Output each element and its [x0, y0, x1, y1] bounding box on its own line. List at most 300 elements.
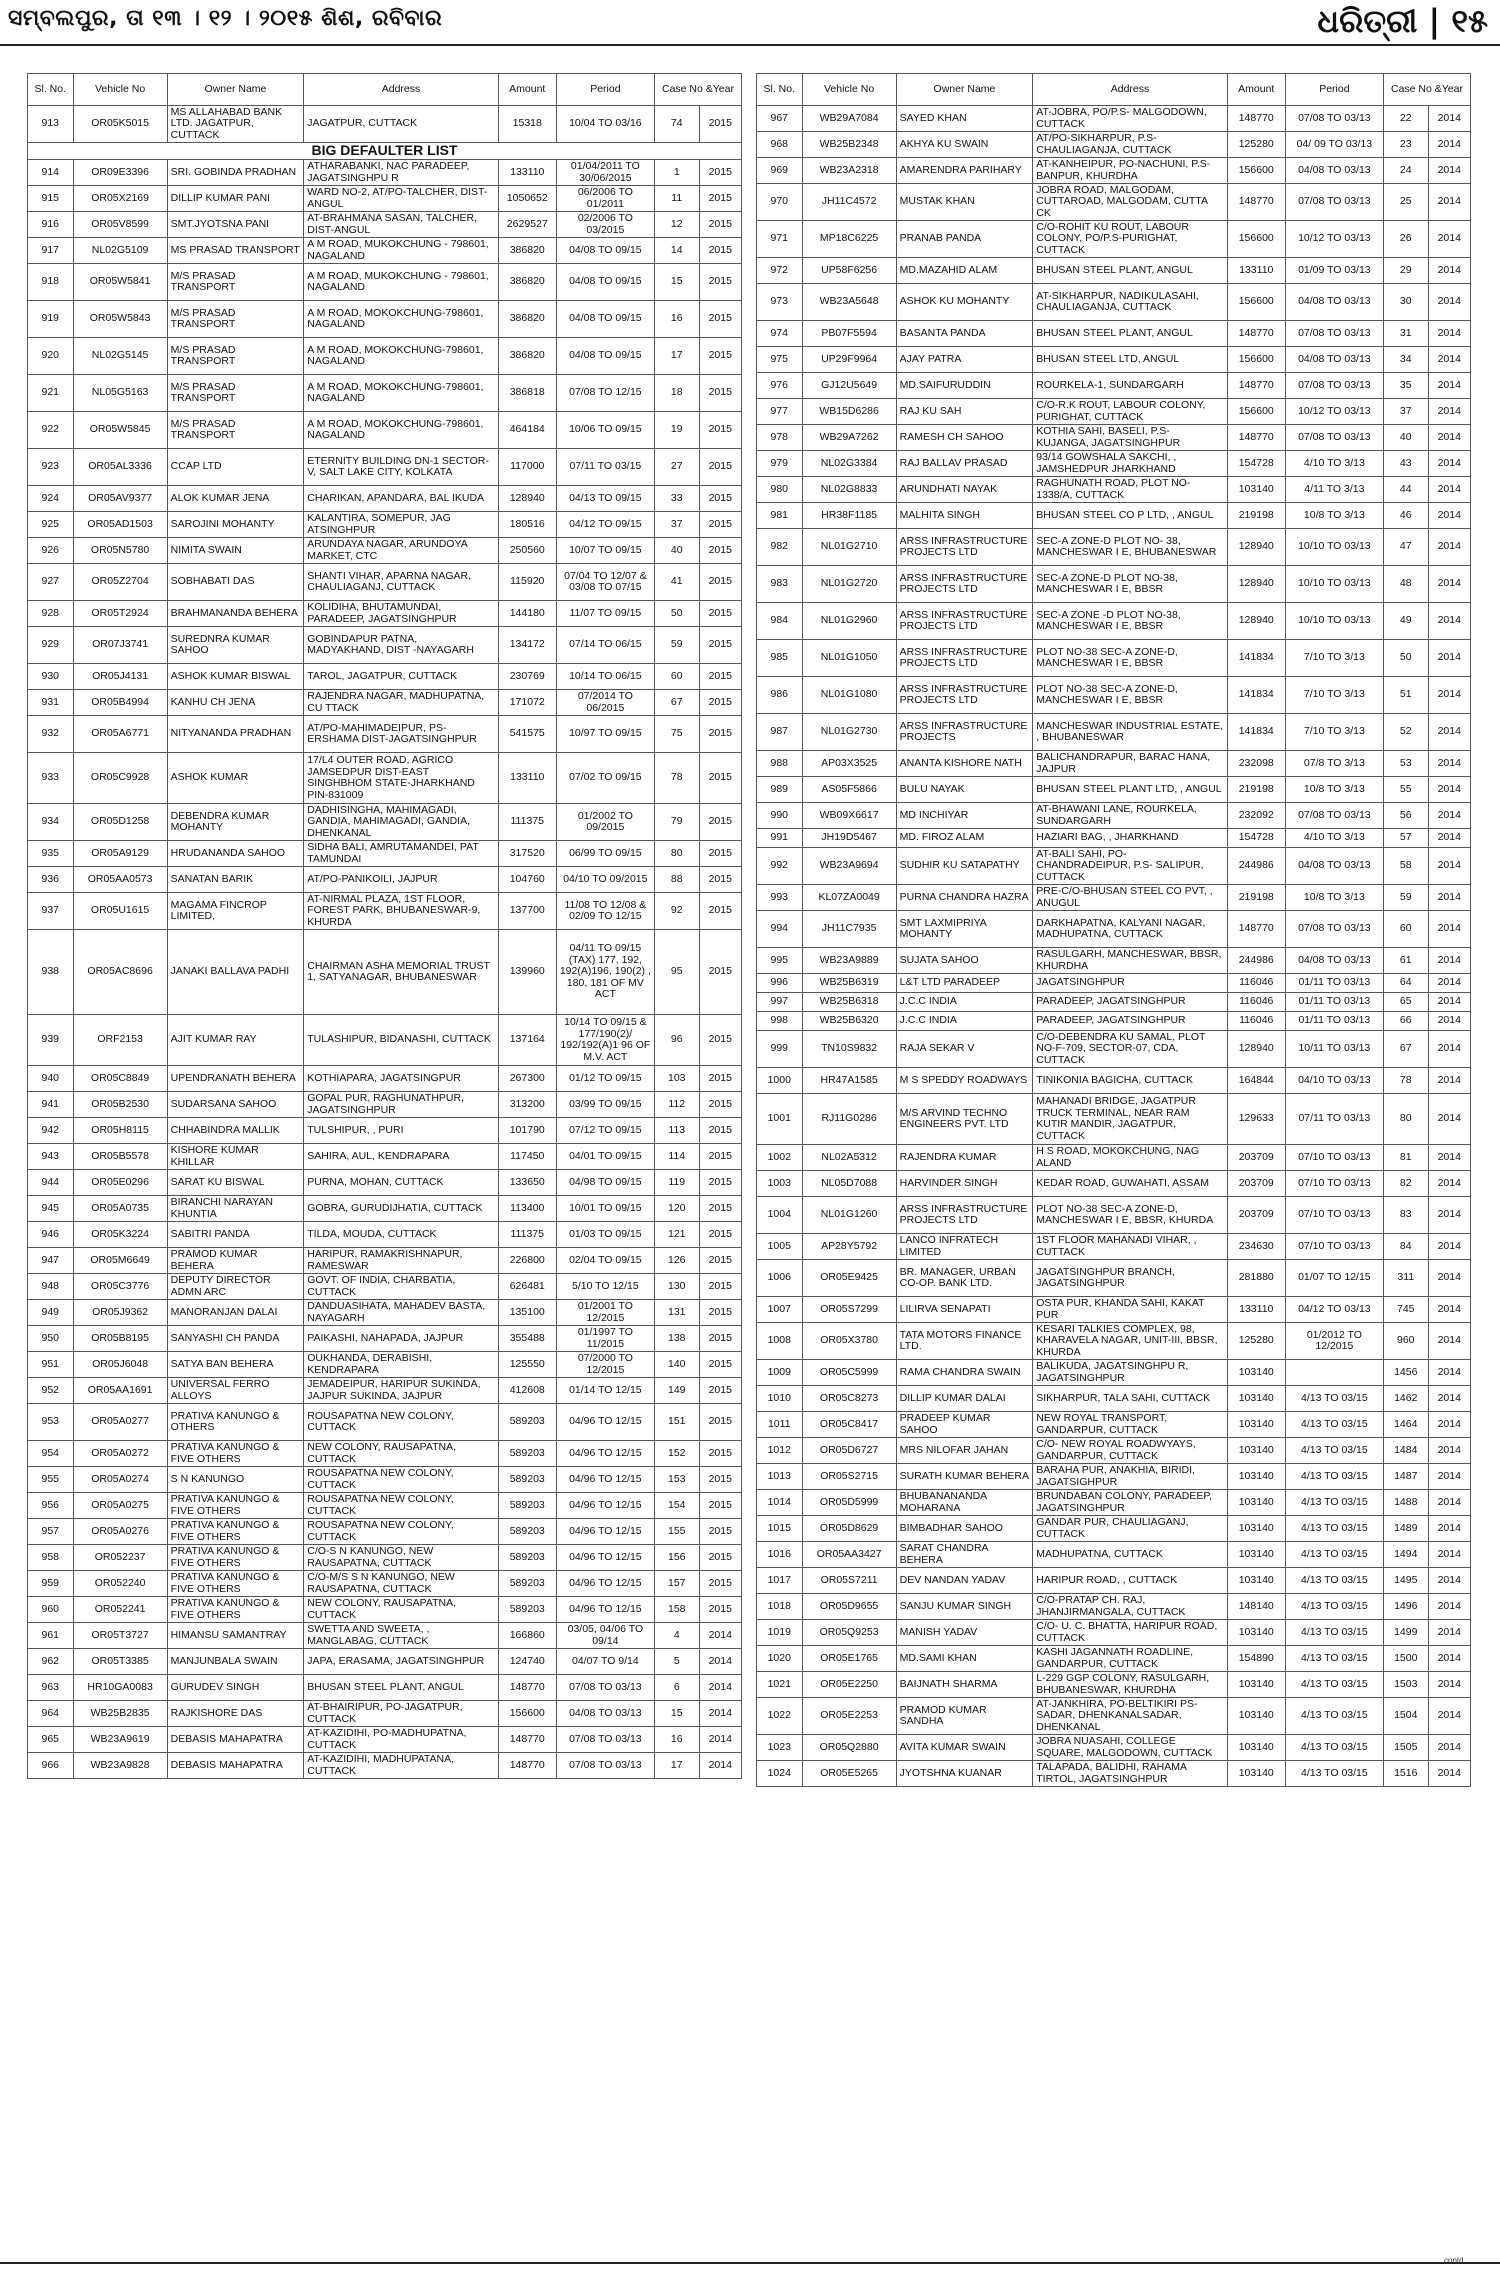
table-row	[28, 1326, 742, 1352]
sl-no: 981	[757, 503, 803, 529]
case-year: 2014	[1428, 1438, 1471, 1464]
owner-name: MRS NILOFAR JAHAN	[896, 1438, 1033, 1464]
case-no: 1500	[1384, 1646, 1428, 1672]
case-no: 17	[655, 338, 699, 375]
table-row	[757, 948, 1471, 974]
amount: 386820	[498, 301, 556, 338]
address: A M ROAD, MUKOKCHUNG - 798601, NAGALAND	[304, 264, 499, 301]
amount: 156600	[1227, 158, 1285, 184]
sl-no: 1014	[757, 1490, 803, 1516]
vehicle-no: HR10GA0083	[73, 1675, 167, 1701]
amount: 148770	[1227, 373, 1285, 399]
table-row	[757, 803, 1471, 829]
amount: 203709	[1227, 1145, 1285, 1171]
amount: 148770	[1227, 106, 1285, 132]
address: AT-SIKHARPUR, NADIKULASAHI, CHAULIAGANJA, CUTTACK	[1033, 284, 1228, 321]
case-year: 2014	[1428, 1646, 1471, 1672]
amount: 317520	[498, 841, 556, 867]
owner-name: RAJ KU SAH	[896, 399, 1033, 425]
amount: 244986	[1227, 848, 1285, 885]
amount: 156600	[1227, 347, 1285, 373]
case-no: 43	[1384, 451, 1428, 477]
address: JAGATSINGHPUR BRANCH, JAGATSINGHPUR	[1033, 1260, 1228, 1297]
period: 04/96 TO 12/15	[556, 1441, 654, 1467]
sl-no: 958	[28, 1545, 74, 1571]
header-case: Case No &Year	[1384, 74, 1471, 106]
amount: 154890	[1227, 1646, 1285, 1672]
address: TULSHIPUR, , PURI	[304, 1118, 499, 1144]
sl-no: 968	[757, 132, 803, 158]
masthead	[0, 0, 1500, 46]
owner-name: DEV NANDAN YADAV	[896, 1568, 1033, 1594]
vehicle-no: OR05C5999	[802, 1360, 896, 1386]
vehicle-no: OR05J9362	[73, 1300, 167, 1326]
sl-no: 932	[28, 716, 74, 753]
case-no: 120	[655, 1196, 699, 1222]
period: 04/08 TO 03/13	[1285, 848, 1383, 885]
case-year: 2014	[1428, 640, 1471, 677]
owner-name: LILIRVA SENAPATI	[896, 1297, 1033, 1323]
address: PARADEEP, JAGATSINGHPUR	[1033, 1012, 1228, 1031]
owner-name: ASHOK KUMAR	[167, 753, 304, 804]
vehicle-no: WB29A7262	[802, 425, 896, 451]
address: SEC-A ZONE -D PLOT NO-38, MANCHESWAR I E, BBSR	[1033, 603, 1228, 640]
case-year: 2015	[699, 375, 742, 412]
amount: 148770	[498, 1753, 556, 1779]
vehicle-no: OR05S7211	[802, 1568, 896, 1594]
address: 1ST FLOOR MAHANADI VIHAR, , CUTTACK	[1033, 1234, 1228, 1260]
sl-no: 1009	[757, 1360, 803, 1386]
period: 06/2006 TO 01/2011	[556, 186, 654, 212]
header-address: Address	[1033, 74, 1228, 106]
period: 4/13 TO 03/15	[1285, 1620, 1383, 1646]
table-row	[757, 347, 1471, 373]
amount: 133110	[498, 160, 556, 186]
amount: 156600	[1227, 399, 1285, 425]
table-row	[757, 751, 1471, 777]
sl-no: 920	[28, 338, 74, 375]
sl-no: 943	[28, 1144, 74, 1170]
sl-no: 977	[757, 399, 803, 425]
owner-name: ASHOK KU MOHANTY	[896, 284, 1033, 321]
table-row	[28, 1118, 742, 1144]
address: KASHI JAGANNATH ROADLINE, GANDARPUR, CUTTACK	[1033, 1646, 1228, 1672]
vehicle-no: WB23A9619	[73, 1727, 167, 1753]
continued-note: contd	[1444, 2256, 1464, 2265]
period: 04/96 TO 12/15	[556, 1467, 654, 1493]
owner-name: SATYA BAN BEHERA	[167, 1352, 304, 1378]
address: SEC-A ZONE-D PLOT NO- 38, MANCHESWAR I E, BHUBANESWAR	[1033, 529, 1228, 566]
owner-name: CHHABINDRA MALLIK	[167, 1118, 304, 1144]
period: 4/10 TO 3/13	[1285, 829, 1383, 848]
table-row	[757, 603, 1471, 640]
table-row	[28, 1378, 742, 1404]
address: GANDAR PUR, CHAULIAGANJ, CUTTACK	[1033, 1516, 1228, 1542]
address: MANCHESWAR INDUSTRIAL ESTATE, , BHUBANESWAR	[1033, 714, 1228, 751]
amount: 103140	[1227, 1464, 1285, 1490]
vehicle-no: OR09E3396	[73, 160, 167, 186]
vehicle-no: OR05J6048	[73, 1352, 167, 1378]
amount: 1050652	[498, 186, 556, 212]
table-row	[28, 412, 742, 449]
case-year: 2014	[1428, 911, 1471, 948]
address: A M ROAD, MUKOKCHUNG - 798601, NAGALAND	[304, 238, 499, 264]
address: AT-KAZIDIHI, MADHUPATANA, CUTTACK	[304, 1753, 499, 1779]
case-year: 2014	[1428, 1672, 1471, 1698]
case-no: 4	[655, 1623, 699, 1649]
case-no: 58	[1384, 848, 1428, 885]
period: 07/08 TO 03/13	[1285, 911, 1383, 948]
case-no: 15	[655, 1701, 699, 1727]
owner-name: MD.SAMI KHAN	[896, 1646, 1033, 1672]
amount: 386820	[498, 264, 556, 301]
owner-name: MAGAMA FINCROP LIMITED,	[167, 893, 304, 930]
table-row	[757, 1735, 1471, 1761]
address: PRE-C/O-BHUSAN STEEL CO PVT, , ANUGUL	[1033, 885, 1228, 911]
period: 4/13 TO 03/15	[1285, 1646, 1383, 1672]
case-year: 2014	[699, 1623, 742, 1649]
table-row	[757, 503, 1471, 529]
table-row	[28, 1701, 742, 1727]
case-year: 2015	[699, 1144, 742, 1170]
period: 07/08 TO 03/13	[1285, 321, 1383, 347]
address: ARUNDAYA NAGAR, ARUNDOYA MARKET, CTC	[304, 538, 499, 564]
sl-no: 921	[28, 375, 74, 412]
vehicle-no: OR05B8195	[73, 1326, 167, 1352]
vehicle-no: OR05B5578	[73, 1144, 167, 1170]
owner-name: SMT LAXMIPRIYA MOHANTY	[896, 911, 1033, 948]
period: 07/08 TO 03/13	[1285, 106, 1383, 132]
header-period: Period	[1285, 74, 1383, 106]
period: 01/2012 TO 12/2015	[1285, 1323, 1383, 1360]
table-row	[28, 867, 742, 893]
case-year: 2014	[1428, 284, 1471, 321]
period: 07/14 TO 06/15	[556, 627, 654, 664]
owner-name: SUDHIR KU SATAPATHY	[896, 848, 1033, 885]
owner-name: JANAKI BALLAVA PADHI	[167, 930, 304, 1015]
header-address: Address	[304, 74, 499, 106]
case-no: 1496	[1384, 1594, 1428, 1620]
case-no: 37	[655, 512, 699, 538]
period: 04/96 TO 12/15	[556, 1519, 654, 1545]
address: NEW ROYAL TRANSPORT, GANDARPUR, CUTTACK	[1033, 1412, 1228, 1438]
case-no: 1462	[1384, 1386, 1428, 1412]
amount: 139960	[498, 930, 556, 1015]
period: 10/04 TO 03/16	[556, 106, 654, 143]
vehicle-no: NL02G5145	[73, 338, 167, 375]
case-year: 2015	[699, 1545, 742, 1571]
case-year: 2015	[699, 1378, 742, 1404]
case-year: 2014	[699, 1649, 742, 1675]
vehicle-no: OR05AC8696	[73, 930, 167, 1015]
owner-name: AKHYA KU SWAIN	[896, 132, 1033, 158]
amount: 244986	[1227, 948, 1285, 974]
owner-name: BHUBANANANDA MOHARANA	[896, 1490, 1033, 1516]
amount: 115920	[498, 564, 556, 601]
case-year: 2015	[699, 1326, 742, 1352]
period: 4/13 TO 03/15	[1285, 1464, 1383, 1490]
address: GOBINDAPUR PATNA, MADYAKHAND, DIST -NAYAGARH	[304, 627, 499, 664]
address: AT-BHAIRIPUR, PO-JAGATPUR, CUTTACK	[304, 1701, 499, 1727]
vehicle-no: OR05A0272	[73, 1441, 167, 1467]
sl-no: 1010	[757, 1386, 803, 1412]
dateline: ସମ୍ବଲପୁର, ତା ୧୩ । ୧୨ । ୨୦୧୫ ଶିଶ, ରବିବାର	[8, 6, 443, 31]
case-no: 64	[1384, 974, 1428, 993]
owner-name: KANHU CH JENA	[167, 690, 304, 716]
owner-name: PRATIVA KANUNGO & FIVE OTHERS	[167, 1545, 304, 1571]
period: 03/05, 04/06 TO 09/14	[556, 1623, 654, 1649]
case-no: 33	[655, 486, 699, 512]
case-year: 2014	[1428, 777, 1471, 803]
owner-name: PRATIVA KANUNGO & FIVE OTHERS	[167, 1441, 304, 1467]
address: AT-BHAWANI LANE, ROURKELA, SUNDARGARH	[1033, 803, 1228, 829]
case-no: 59	[1384, 885, 1428, 911]
header-amount: Amount	[1227, 74, 1285, 106]
owner-name: BR. MANAGER, URBAN CO-OP. BANK LTD.	[896, 1260, 1033, 1297]
sl-no: 998	[757, 1012, 803, 1031]
sl-no: 934	[28, 804, 74, 841]
case-year: 2014	[1428, 1323, 1471, 1360]
case-no: 17	[655, 1753, 699, 1779]
case-year: 2015	[699, 301, 742, 338]
table-row	[757, 1360, 1471, 1386]
amount: 103140	[1227, 1386, 1285, 1412]
table-row	[28, 664, 742, 690]
table-row	[757, 1516, 1471, 1542]
table-row	[757, 993, 1471, 1012]
case-year: 2014	[1428, 1171, 1471, 1197]
period: 04/96 TO 12/15	[556, 1493, 654, 1519]
amount: 133650	[498, 1170, 556, 1196]
table-row	[757, 1260, 1471, 1297]
case-no: 1516	[1384, 1761, 1428, 1787]
table-row	[757, 1386, 1471, 1412]
address: BHUSAN STEEL PLANT, ANGUL	[1033, 258, 1228, 284]
period: 01/03 TO 09/15	[556, 1222, 654, 1248]
amount: 128940	[1227, 566, 1285, 603]
case-no: 65	[1384, 993, 1428, 1012]
period: 04/96 TO 12/15	[556, 1571, 654, 1597]
table-row	[757, 1698, 1471, 1735]
case-no: 156	[655, 1545, 699, 1571]
period: 07/10 TO 03/13	[1285, 1145, 1383, 1171]
owner-name: BULU NAYAK	[896, 777, 1033, 803]
address: BHUSAN STEEL CO P LTD, , ANGUL	[1033, 503, 1228, 529]
period: 01/2001 TO 12/2015	[556, 1300, 654, 1326]
vehicle-no: HR38F1185	[802, 503, 896, 529]
header-vehicle: Vehicle No	[802, 74, 896, 106]
period: 07/08 TO 03/13	[1285, 373, 1383, 399]
sl-no: 976	[757, 373, 803, 399]
case-no: 40	[1384, 425, 1428, 451]
address: AT/PO-MAHIMADEIPUR, PS-ERSHAMA DIST-JAGATSINGHPUR	[304, 716, 499, 753]
case-year: 2015	[699, 893, 742, 930]
vehicle-no: OR05D8629	[802, 1516, 896, 1542]
table-row	[757, 1323, 1471, 1360]
amount: 129633	[1227, 1094, 1285, 1145]
table-row	[757, 1761, 1471, 1787]
address: CHAIRMAN ASHA MEMORIAL TRUST 1, SATYANAGAR, BHUBANESWAR	[304, 930, 499, 1015]
case-year: 2014	[1428, 477, 1471, 503]
sl-no: 939	[28, 1015, 74, 1066]
case-year: 2015	[699, 1441, 742, 1467]
owner-name: PRADEEP KUMAR SAHOO	[896, 1412, 1033, 1438]
period: 04/11 TO 09/15 (TAX) 177, 192, 192(A)196, 190(2) , 180, 181 OF MV ACT	[556, 930, 654, 1015]
defaulter-table-left	[27, 73, 742, 1779]
case-year: 2014	[1428, 677, 1471, 714]
vehicle-no: OR05AV9377	[73, 486, 167, 512]
sl-no: 992	[757, 848, 803, 885]
sl-no: 944	[28, 1170, 74, 1196]
table-row	[28, 1545, 742, 1571]
sl-no: 917	[28, 238, 74, 264]
owner-name: SUREDNRA KUMAR SAHOO	[167, 627, 304, 664]
owner-name: HARVINDER SINGH	[896, 1171, 1033, 1197]
address: C/O-M/S S N KANUNGO, NEW RAUSAPATNA, CUTTACK	[304, 1571, 499, 1597]
period: 4/13 TO 03/15	[1285, 1735, 1383, 1761]
case-year: 2014	[1428, 1464, 1471, 1490]
period: 03/99 TO 09/15	[556, 1092, 654, 1118]
case-no: 140	[655, 1352, 699, 1378]
vehicle-no: OR05A0275	[73, 1493, 167, 1519]
case-no: 80	[1384, 1094, 1428, 1145]
amount: 103140	[1227, 1761, 1285, 1787]
owner-name: MANORANJAN DALAI	[167, 1300, 304, 1326]
case-year: 2014	[1428, 714, 1471, 751]
case-no: 51	[1384, 677, 1428, 714]
period: 4/13 TO 03/15	[1285, 1761, 1383, 1787]
owner-name: ARSS INFRASTRUCTURE PROJECTS LTD	[896, 603, 1033, 640]
case-year: 2015	[699, 486, 742, 512]
address: SHANTI VIHAR, APARNA NAGAR, CHAULIAGANJ, CUTTACK	[304, 564, 499, 601]
address: C/O-ROHIT KU ROUT, LABOUR COLONY, PO/P.S-PURIGHAT, CUTTACK	[1033, 221, 1228, 258]
case-year: 2014	[1428, 529, 1471, 566]
vehicle-no: NL02G3384	[802, 451, 896, 477]
amount: 103140	[1227, 1735, 1285, 1761]
sl-no: 1001	[757, 1094, 803, 1145]
address: C/O-S N KANUNGO, NEW RAUSAPATNA, CUTTACK	[304, 1545, 499, 1571]
case-no: 1495	[1384, 1568, 1428, 1594]
period: 01/04/2011 TO 30/06/2015	[556, 160, 654, 186]
period: 04/98 TO 09/15	[556, 1170, 654, 1196]
case-no: 154	[655, 1493, 699, 1519]
period: 10/06 TO 09/15	[556, 412, 654, 449]
sl-no: 979	[757, 451, 803, 477]
case-no: 74	[655, 106, 699, 143]
case-year: 2015	[699, 867, 742, 893]
case-year: 2014	[699, 1753, 742, 1779]
case-year: 2014	[1428, 1197, 1471, 1234]
table-row	[28, 893, 742, 930]
period: 07/04 TO 12/07 & 03/08 TO 07/15	[556, 564, 654, 601]
owner-name: RAMESH CH SAHOO	[896, 425, 1033, 451]
period: 04/10 TO 09/2015	[556, 867, 654, 893]
address: KESARI TALKIES COMPLEX, 98, KHARAVELA NAGAR, UNIT-III, BBSR, KHURDA	[1033, 1323, 1228, 1360]
owner-name: SUJATA SAHOO	[896, 948, 1033, 974]
sl-no: 952	[28, 1378, 74, 1404]
case-no: 112	[655, 1092, 699, 1118]
owner-name: SABITRI PANDA	[167, 1222, 304, 1248]
vehicle-no: OR05Q9253	[802, 1620, 896, 1646]
case-no: 96	[655, 1015, 699, 1066]
header-vehicle: Vehicle No	[73, 74, 167, 106]
case-year: 2015	[699, 449, 742, 486]
sl-no: 967	[757, 106, 803, 132]
period: 7/10 TO 3/13	[1285, 677, 1383, 714]
owner-name: J.C.C INDIA	[896, 993, 1033, 1012]
case-no: 5	[655, 1649, 699, 1675]
owner-name: TATA MOTORS FINANCE LTD.	[896, 1323, 1033, 1360]
case-no: 50	[1384, 640, 1428, 677]
sl-no: 927	[28, 564, 74, 601]
case-no: 19	[655, 412, 699, 449]
table-row	[28, 1649, 742, 1675]
period: 01/11 TO 03/13	[1285, 993, 1383, 1012]
vehicle-no: OR05N5780	[73, 538, 167, 564]
case-no: 119	[655, 1170, 699, 1196]
case-no: 37	[1384, 399, 1428, 425]
owner-name: SAYED KHAN	[896, 106, 1033, 132]
period: 10/97 TO 09/15	[556, 716, 654, 753]
period: 04/08 TO 09/15	[556, 264, 654, 301]
vehicle-no: JH11C7935	[802, 911, 896, 948]
sl-no: 999	[757, 1031, 803, 1068]
period: 07/08 TO 03/13	[1285, 425, 1383, 451]
sl-no: 1006	[757, 1260, 803, 1297]
vehicle-no: OR05A6771	[73, 716, 167, 753]
sl-no: 1004	[757, 1197, 803, 1234]
case-no: 1489	[1384, 1516, 1428, 1542]
vehicle-no: OR052240	[73, 1571, 167, 1597]
sl-no: 987	[757, 714, 803, 751]
case-year: 2015	[699, 841, 742, 867]
case-no: 53	[1384, 751, 1428, 777]
sl-no: 938	[28, 930, 74, 1015]
vehicle-no: OR05Q2880	[802, 1735, 896, 1761]
vehicle-no: OR052241	[73, 1597, 167, 1623]
address: RASULGARH, MANCHESWAR, BBSR, KHURDHA	[1033, 948, 1228, 974]
vehicle-no: JH19D5467	[802, 829, 896, 848]
owner-name: SUDARSANA SAHOO	[167, 1092, 304, 1118]
case-no: 60	[655, 664, 699, 690]
owner-name: DILLIP KUMAR PANI	[167, 186, 304, 212]
sl-no: 1017	[757, 1568, 803, 1594]
sl-no: 916	[28, 212, 74, 238]
owner-name: RAJ BALLAV PRASAD	[896, 451, 1033, 477]
table-row	[757, 1012, 1471, 1031]
period: 10/14 TO 06/15	[556, 664, 654, 690]
case-no: 15	[655, 264, 699, 301]
amount: 111375	[498, 804, 556, 841]
case-no: 30	[1384, 284, 1428, 321]
address: TAROL, JAGATPUR, CUTTACK	[304, 664, 499, 690]
amount: 589203	[498, 1493, 556, 1519]
address: SIKHARPUR, TALA SAHI, CUTTACK	[1033, 1386, 1228, 1412]
amount: 135100	[498, 1300, 556, 1326]
address: GOPAL PUR, RAGHUNATHPUR, JAGATSINGHPUR	[304, 1092, 499, 1118]
owner-name: PRANAB PANDA	[896, 221, 1033, 258]
case-no: 11	[655, 186, 699, 212]
sl-no: 990	[757, 803, 803, 829]
owner-name: M S SPEDDY ROADWAYS	[896, 1068, 1033, 1094]
table-row	[28, 449, 742, 486]
case-no: 14	[655, 238, 699, 264]
address: MAHANADI BRIDGE, JAGATPUR TRUCK TERMINAL, NEAR RAM KUTIR MANDIR, JAGATPUR, CUTTACK	[1033, 1094, 1228, 1145]
table-row	[757, 640, 1471, 677]
case-no: 27	[655, 449, 699, 486]
address: JOBRA ROAD, MALGODAM, CUTTAROAD, MALGODAM, CUTTA CK	[1033, 184, 1228, 221]
period: 06/99 TO 09/15	[556, 841, 654, 867]
